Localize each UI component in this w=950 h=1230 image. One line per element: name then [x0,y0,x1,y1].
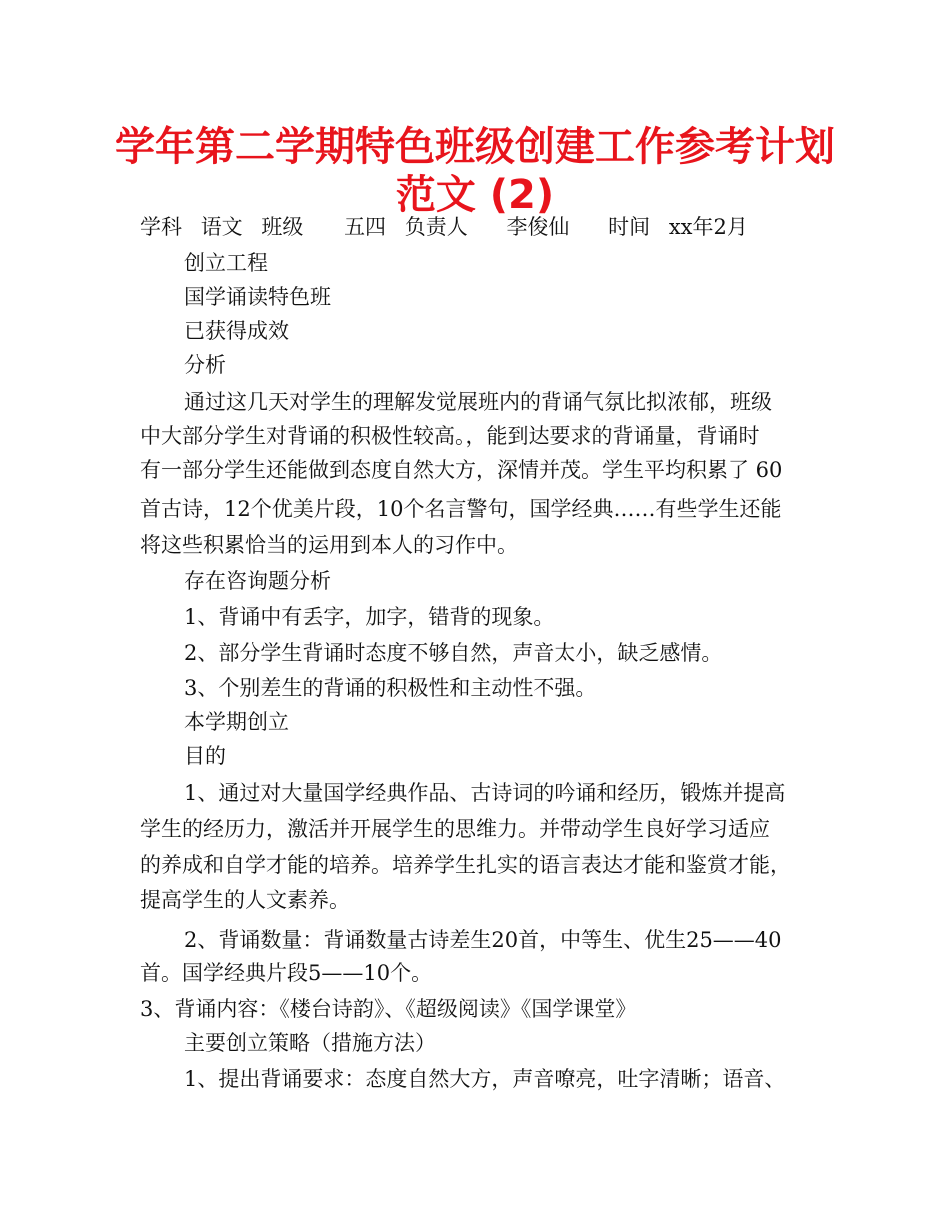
body-line: 存在咨询题分析 [184,569,331,593]
class-label: 班级 [261,215,304,239]
body-line: 中大部分学生对背诵的积极性较高。，能到达要求的背诵量，背诵时 [140,424,760,448]
time-value: xx年2月 [668,215,748,239]
body-line: 1、背诵中有丢字，加字，错背的现象。 [184,605,555,629]
owner-label: 负责人 [404,215,468,239]
body-line: 有一部分学生还能做到态度自然大方，深情并茂。学生平均积累了 60 [140,458,783,482]
body-line: 提高学生的人文素养。 [140,888,350,912]
subject-label: 学科 [140,215,182,239]
body-line: 2、背诵数量：背诵数量古诗差生20首，中等生、优生25——40 [184,928,782,952]
body-line: 学生的经历力，激活并开展学生的思维力。并带动学生良好学习适应 [140,817,770,841]
body-line: 3、背诵内容：《楼台诗韵》、《超级阅读》《国学课堂》 [140,997,637,1021]
class-value: 五四 [344,215,387,239]
body-line: 本学期创立 [184,710,289,734]
body-line: 已获得成效 [184,319,289,343]
body-line: 创立工程 [184,251,268,275]
body-line: 国学诵读特色班 [184,285,331,309]
body-line: 目的 [184,744,226,768]
body-line: 2、部分学生背诵时态度不够自然，声音太小，缺乏感情。 [184,641,723,665]
document-title-line1: 学年第二学期特色班级创建工作参考计划 [115,124,835,170]
subject-value: 语文 [200,215,243,239]
time-label: 时间 [608,215,651,239]
meta-info-row [140,212,748,242]
body-line: 首。国学经典片段5——10个。 [140,961,433,985]
owner-value: 李俊仙 [506,215,570,239]
body-line: 3、个别差生的背诵的积极性和主动性不强。 [184,676,597,700]
body-line: 1、通过对大量国学经典作品、古诗词的吟诵和经历，锻炼并提高 [184,781,786,805]
body-line: 将这些积累恰当的运用到本人的习作中。 [140,533,518,557]
body-line: 1、提出背诵要求：态度自然大方，声音嘹亮，吐字清晰；语音、 [184,1067,786,1091]
body-line: 首古诗，12个优美片段，10个名言警句，国学经典……有些学生还能 [140,497,782,521]
body-line: 通过这几天对学生的理解发觉展班内的背诵气氛比拟浓郁，班级 [184,390,772,414]
document-title-line2: 范文 (2) [395,172,555,218]
body-line: 的养成和自学才能的培养。培养学生扎实的语言表达才能和鉴赏才能， [140,853,791,877]
body-line: 分析 [184,353,226,377]
body-line: 主要创立策略（措施方法） [184,1031,436,1055]
